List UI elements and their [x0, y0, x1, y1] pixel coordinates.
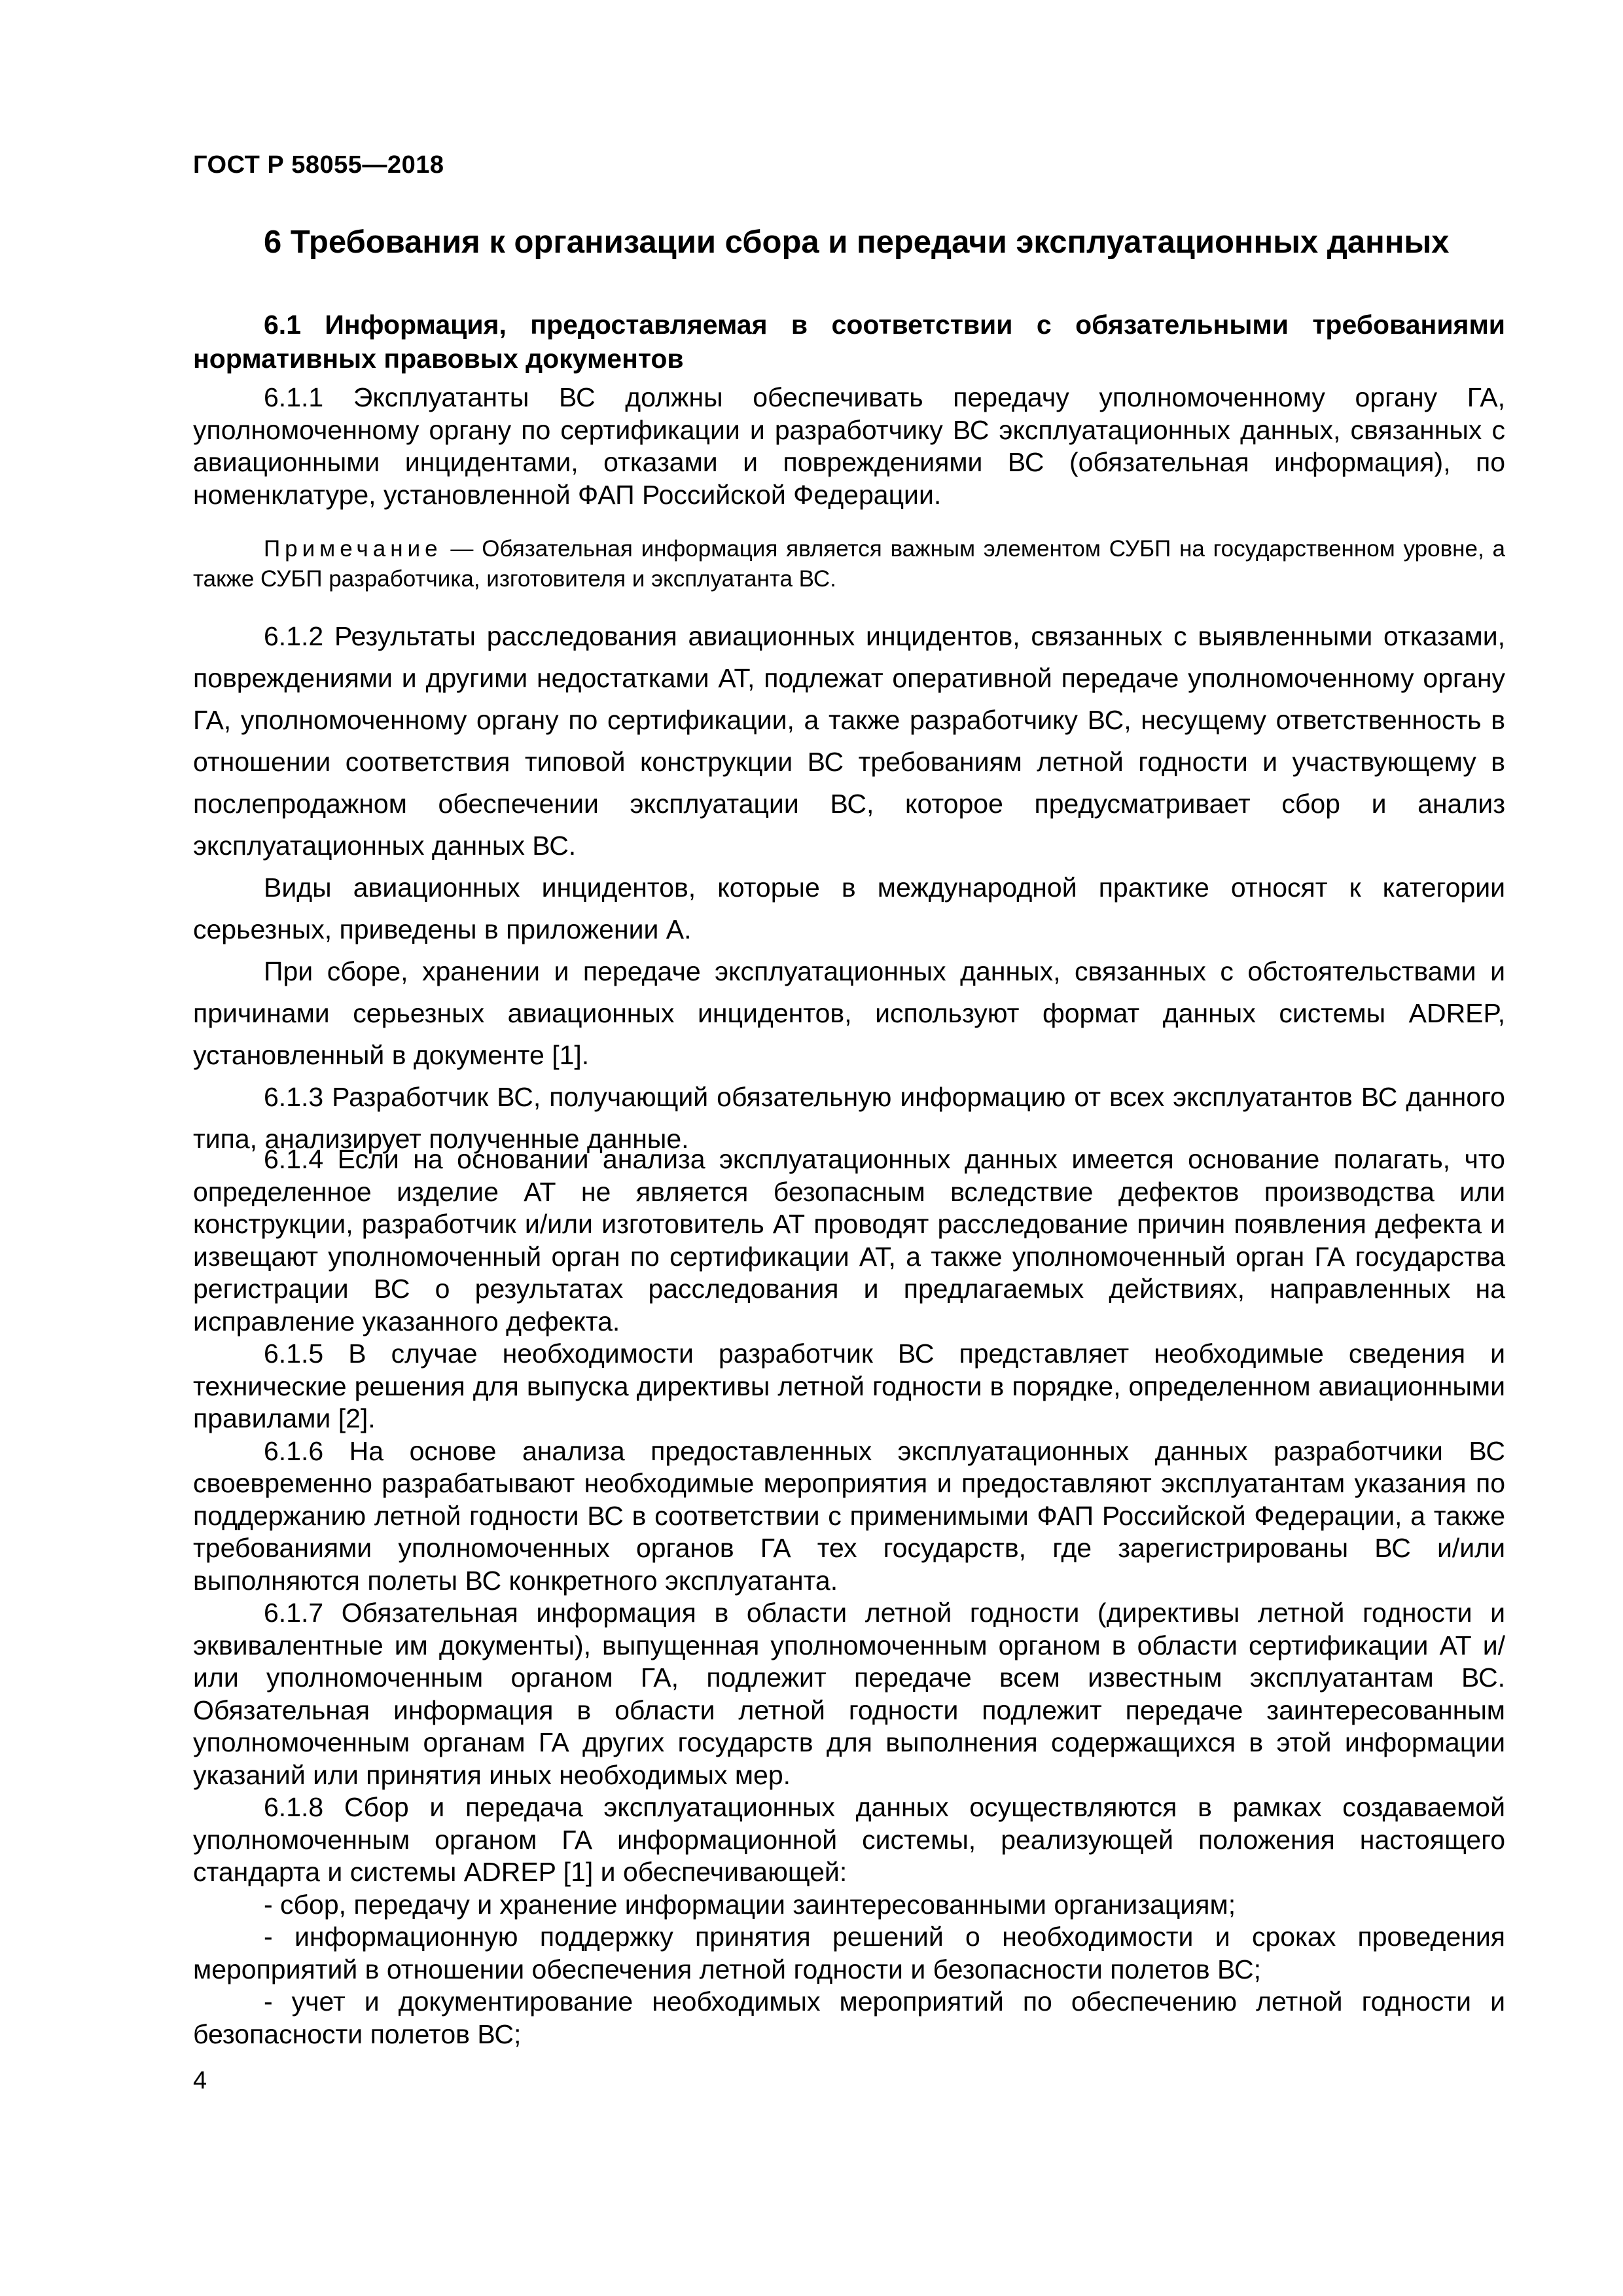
paragraph-6-1-4: 6.1.4 Если на основании анализа эксплуатационных данных имеется основание полагать, что определенное изделие АТ не является безопасным вследствие дефектов производства или конструкции, разработчик и/или изготовитель АТ проводят расследование причин появления дефекта и извещают уполномоченный орган по сертификации АТ, а также уполномоченный орган ГА государства регистрации ВС о результатах расследования и предлагаемых действиях, направленных на исправление указанного дефекта. [193, 1144, 1505, 1336]
list-item: - сбор, передачу и хранение информации заинтересованными организациям; [264, 1889, 1236, 1920]
paragraph-6-1-5: 6.1.5 В случае необходимости разработчик ВС представляет необходимые сведения и технические решения для выпуска директивы летной годности в порядке, определенном авиационными правилами [2]. [193, 1338, 1505, 1433]
subsection-6-1 [193, 308, 1505, 376]
paragraphs-6-1-4-to-6-1-8 [193, 1143, 1505, 2051]
section-title: 6 Требования к организации сбора и передачи эксплуатационных данных [264, 224, 1450, 260]
paragraph-6-1-1-block [193, 382, 1505, 511]
requirements-list [193, 1889, 1505, 2051]
note-text: — Обязательная информация является важным элементом СУБП на государственном уровне, а также СУБП разработчика, изготовителя и эксплуатанта ВС. [193, 536, 1505, 592]
page-number: 4 [193, 2067, 207, 2094]
paragraph-6-1-7: 6.1.7 Обязательная информация в области летной годности (директивы летной годности и эквивалентные им документы), выпущенная уполномоченным органом в области сертификации АТ и/или уполномоченным органом ГА, подлежит передаче всем известным эксплуатантам ВС. Обязательная информация в области летной годности подлежит передаче заинтересованным уполномоченным органам ГА других государств для выполнения содержащихся в этой информации указаний или принятия иных необходимых мер. [193, 1598, 1505, 1790]
paragraph-adrep-format: При сборе, хранении и передаче эксплуатационных данных, связанных с обстоятельствами и причинами серьезных авиационных инцидентов, используют формат данных системы ADREP, установленный в документе [1]. [193, 956, 1505, 1070]
note [193, 534, 1505, 594]
list-item: - учет и документирование необходимых мероприятий по обеспечению летной годности и безопасности полетов ВС; [193, 1986, 1505, 2049]
paragraph-incident-types: Виды авиационных инцидентов, которые в международной практике относят к категории серьезных, приведены в приложении А. [193, 872, 1505, 944]
note-block [193, 534, 1505, 594]
paragraph-6-1-3: 6.1.3 Разработчик ВС, получающий обязательную информацию от всех эксплуатантов ВС данного типа, анализирует полученные данные. [193, 1082, 1505, 1154]
paragraph-6-1-2: 6.1.2 Результаты расследования авиационных инцидентов, связанных с выявленными отказами, повреждениями и другими недостатками АТ, подлежат оперативной передаче уполномоченному органу ГА, уполномоченному органу по сертификации, а также разработчику ВС, несущему ответственность в отношении соответствия типовой конструкции ВС требованиям летной годности и участвующему в послепродажном обеспечении эксплуатации ВС, которое предусматривает сбор и анализ эксплуатационных данных ВС. [193, 621, 1505, 861]
paragraph-6-1-1: 6.1.1 Эксплуатанты ВС должны обеспечивать передачу уполномоченному органу ГА, уполномоченному органу по сертификации и разработчику ВС эксплуатационных данных, связанных с авиационными инцидентами, отказами и повреждениями ВС (обязательная информация), по номенклатуре, установленной ФАП Российской Федерации. [193, 382, 1505, 510]
paragraph-6-1-6: 6.1.6 На основе анализа предоставленных эксплуатационных данных разработчики ВС своевременно разрабатывают необходимые мероприятия и предоставляют эксплуатантам указания по поддержанию летной годности ВС в соответствии с применимыми ФАП Российской Федерации, а также требованиями уполномоченных органов ГА тех государств, где зарегистрированы ВС и/или выполняются полеты ВС конкретного эксплуатанта. [193, 1435, 1505, 1596]
document-code-header: ГОСТ Р 58055—2018 [193, 151, 444, 179]
paragraph-6-1-8: 6.1.8 Сбор и передача эксплуатационных данных осуществляются в рамках создаваемой уполномоченным органом ГА информационной системы, реализующей положения настоящего стандарта и системы ADREP [1] и обеспечивающей: [193, 1792, 1505, 1887]
note-label: Примечание [264, 536, 442, 562]
list-item: - информационную поддержку принятия решений о необходимости и сроках проведения мероприятий в отношении обеспечения летной годности и безопасности полетов ВС; [193, 1922, 1505, 1984]
subsection-title: 6.1 Информация, предоставляемая в соответствии с обязательными требованиями нормативных правовых документов [193, 310, 1505, 374]
paragraph-6-1-2-block [193, 615, 1505, 1160]
